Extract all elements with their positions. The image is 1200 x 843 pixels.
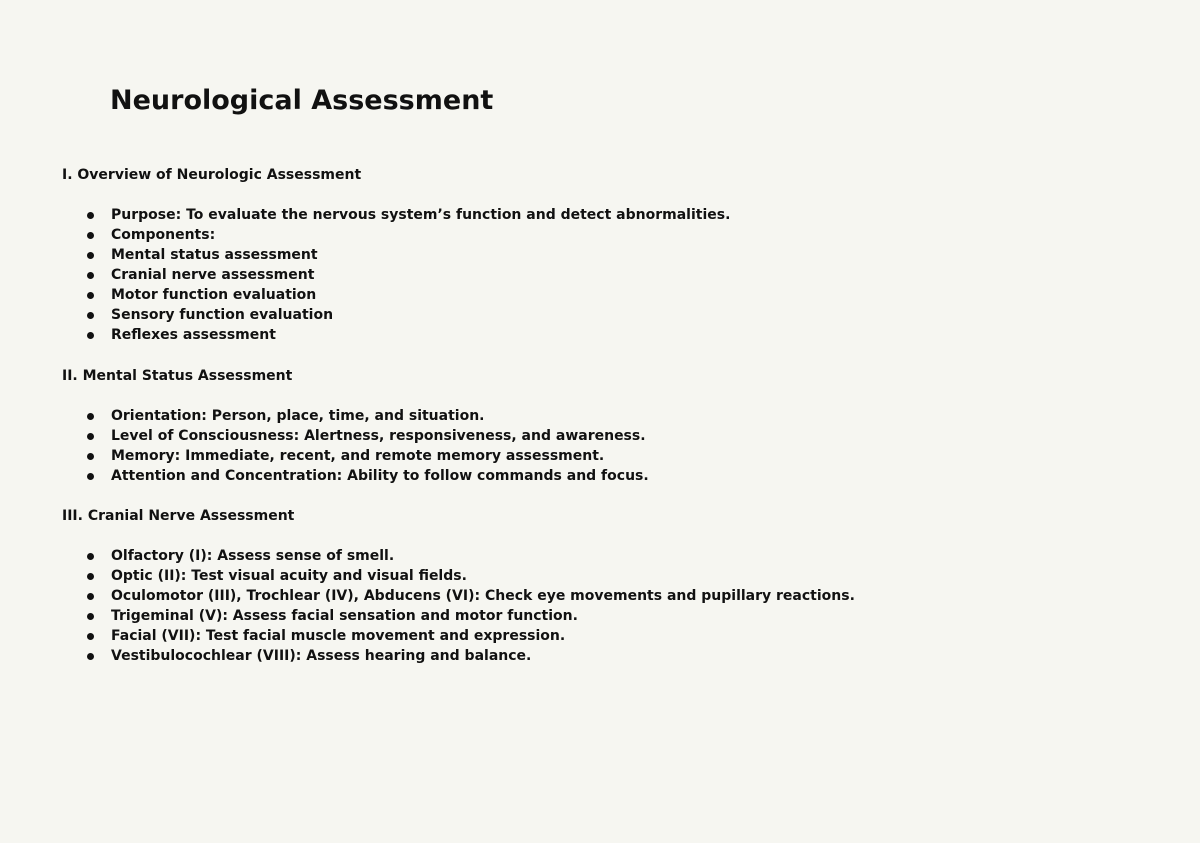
section-cranial-nerve bbox=[62, 506, 1162, 666]
bullet-list bbox=[62, 406, 1162, 486]
list-item bbox=[62, 626, 1162, 646]
bullet-list bbox=[62, 205, 1162, 345]
list-item-text: Facial (VII): Test facial muscle movement and expression. bbox=[111, 628, 566, 644]
list-item-text: Memory: Immediate, recent, and remote memory assessment. bbox=[111, 448, 605, 464]
bullet-icon bbox=[87, 653, 94, 660]
bullet-icon bbox=[87, 332, 94, 339]
bullet-icon bbox=[87, 593, 94, 600]
list-item-text: Cranial nerve assessment bbox=[111, 267, 315, 283]
list-item bbox=[62, 566, 1162, 586]
bullet-icon bbox=[87, 413, 94, 420]
list-item bbox=[62, 205, 1162, 225]
list-item bbox=[62, 546, 1162, 566]
section-heading: II. Mental Status Assessment bbox=[62, 368, 293, 384]
bullet-icon bbox=[87, 433, 94, 440]
list-item bbox=[62, 646, 1162, 666]
list-item bbox=[62, 466, 1162, 486]
bullet-icon bbox=[87, 212, 94, 219]
list-item bbox=[62, 245, 1162, 265]
bullet-icon bbox=[87, 252, 94, 259]
list-item bbox=[62, 285, 1162, 305]
bullet-icon bbox=[87, 292, 94, 299]
list-item bbox=[62, 606, 1162, 626]
bullet-icon bbox=[87, 573, 94, 580]
bullet-icon bbox=[87, 633, 94, 640]
list-item-text: Sensory function evaluation bbox=[111, 307, 334, 323]
section-overview bbox=[62, 165, 1162, 345]
list-item bbox=[62, 446, 1162, 466]
list-item-text: Purpose: To evaluate the nervous system’s function and detect abnormalities. bbox=[111, 207, 731, 223]
bullet-icon bbox=[87, 272, 94, 279]
list-item-text: Oculomotor (III), Trochlear (IV), Abducens (VI): Check eye movements and pupillary reactions. bbox=[111, 588, 855, 604]
list-item-text: Attention and Concentration: Ability to follow commands and focus. bbox=[111, 468, 649, 484]
list-item-text: Level of Consciousness: Alertness, responsiveness, and awareness. bbox=[111, 428, 646, 444]
list-item-text: Olfactory (I): Assess sense of smell. bbox=[111, 548, 395, 564]
list-item bbox=[62, 305, 1162, 325]
list-item-text: Vestibulocochlear (VIII): Assess hearing and balance. bbox=[111, 648, 532, 664]
list-item bbox=[62, 426, 1162, 446]
bullet-icon bbox=[87, 453, 94, 460]
list-item-text: Reflexes assessment bbox=[111, 327, 276, 343]
list-item-text: Orientation: Person, place, time, and situation. bbox=[111, 408, 485, 424]
list-item bbox=[62, 586, 1162, 606]
section-mental-status bbox=[62, 366, 1162, 486]
list-item-text: Trigeminal (V): Assess facial sensation and motor function. bbox=[111, 608, 578, 624]
section-heading: III. Cranial Nerve Assessment bbox=[62, 508, 295, 524]
page-title: Neurological Assessment bbox=[110, 85, 494, 116]
bullet-icon bbox=[87, 232, 94, 239]
list-item-text: Motor function evaluation bbox=[111, 287, 317, 303]
list-item bbox=[62, 325, 1162, 345]
list-item-text: Components: bbox=[111, 227, 216, 243]
bullet-icon bbox=[87, 553, 94, 560]
list-item bbox=[62, 265, 1162, 285]
section-heading: I. Overview of Neurologic Assessment bbox=[62, 167, 362, 183]
list-item-text: Optic (II): Test visual acuity and visual fields. bbox=[111, 568, 467, 584]
list-item-text: Mental status assessment bbox=[111, 247, 318, 263]
bullet-icon bbox=[87, 613, 94, 620]
bullet-list bbox=[62, 546, 1162, 666]
list-item bbox=[62, 406, 1162, 426]
list-item bbox=[62, 225, 1162, 245]
bullet-icon bbox=[87, 312, 94, 319]
bullet-icon bbox=[87, 473, 94, 480]
